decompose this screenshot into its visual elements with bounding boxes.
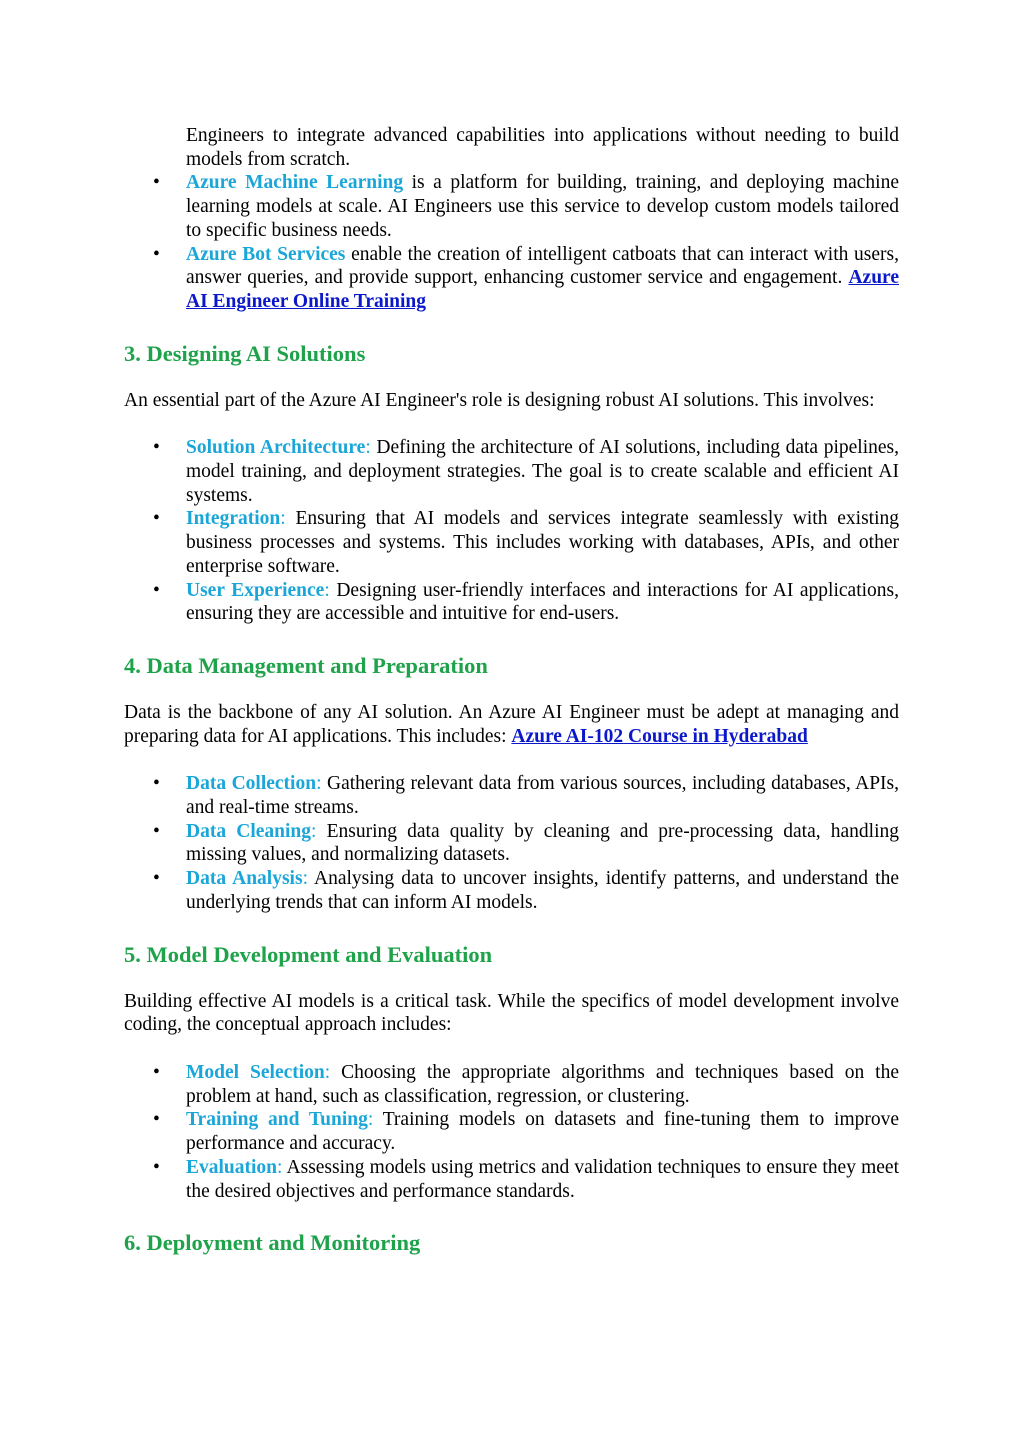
item-separator: : [365,437,371,459]
item-separator: : [324,579,330,601]
bullet-icon: • [153,172,160,194]
item-separator: : [277,1156,283,1178]
list-item [124,1156,899,1203]
list-item [124,243,899,314]
item-text: is a platform for building, training, and deploying machine learning models at scale. AI Engineers use this service to develop custom models tailored to specific business needs. [186,172,899,241]
list-item [124,820,899,867]
item-term: User Experience [186,579,325,601]
bullet-icon: • [153,1156,160,1178]
bullet-icon: • [153,820,160,842]
item-term: Azure Machine Learning [186,172,404,194]
item-term: Data Cleaning [186,820,311,842]
item-term: Integration [186,508,281,530]
section-heading: 4. Data Management and Preparation [124,652,488,678]
section-heading: 5. Model Development and Evaluation [124,941,493,967]
list-item [124,436,899,507]
intro-list [124,171,899,313]
bullet-icon: • [153,1061,160,1083]
intro-continuation: Engineers to integrate advanced capabilities into applications without needing to build models from scratch. [186,125,899,170]
item-separator: : [367,1109,374,1131]
list-item [124,171,899,242]
list-item [124,1108,899,1155]
list-item [124,1061,899,1108]
bullet-icon: • [153,773,160,795]
item-term: Evaluation [186,1156,278,1178]
item-separator: : [316,773,322,795]
bullet-icon: • [153,1109,160,1131]
list-item [124,507,899,578]
item-text: Analysing data to uncover insights, identify patterns, and understand the underlying trends that can inform AI models. [186,868,899,913]
item-text: Ensuring that AI models and services integrate seamlessly with existing business processes and systems. This includes working with databases, APIs, and other enterprise software. [186,508,899,577]
bullet-icon: • [153,437,160,459]
list-item [124,867,899,914]
item-text: Assessing models using metrics and validation techniques to ensure they meet the desired objectives and performance standards. [186,1156,899,1202]
item-text: Ensuring data quality by cleaning and pre-processing data, handling missing values, and normalizing datasets. [186,820,899,866]
section4-list [124,772,899,914]
item-text: Choosing the appropriate algorithms and techniques based on the problem at hand, such as classification, regression, or clustering. [186,1061,899,1107]
course-link[interactable]: Azure AI-102 Course in Hyderabad [511,725,808,747]
item-term: Model Selection [186,1061,325,1083]
item-text: enable the creation of intelligent catboats that can interact with users, answer queries, and provide support, enhancing customer service and engagement. [186,243,899,289]
item-term: Solution Architecture [186,437,366,459]
item-separator: : [324,1061,331,1083]
item-term: Data Analysis [186,868,303,890]
list-item [124,772,899,819]
section-paragraph [124,701,899,748]
bullet-icon: • [153,579,160,601]
item-text: Designing user-friendly interfaces and interactions for AI applications, ensuring they are accessible and intuitive for end-users. [186,579,899,625]
paragraph-text: Data is the backbone of any AI solution. An Azure AI Engineer must be adept at managing and preparing data for AI applications. This includes: [124,701,899,747]
document-page [124,124,899,1256]
section5-list [124,1061,899,1203]
section3-list [124,436,899,626]
bullet-icon: • [153,243,160,265]
item-separator: : [280,508,286,530]
item-separator: : [311,820,317,842]
section-paragraph: Building effective AI models is a critical task. While the specifics of model development involve coding, the conceptual approach includes: [124,990,899,1036]
section-paragraph: An essential part of the Azure AI Engineer's role is designing robust AI solutions. This involves: [124,389,875,411]
online-training-link[interactable]: Azure AI Engineer Online Training [186,267,899,312]
item-term: Training and Tuning [186,1109,368,1131]
section-heading: 6. Deployment and Monitoring [124,1230,421,1256]
bullet-icon: • [153,868,160,890]
list-item [124,579,899,626]
item-term: Data Collection [186,773,317,795]
item-separator: : [302,868,308,890]
item-text: Defining the architecture of AI solutions, including data pipelines, model training, and deployment strategies. The goal is to create scalable and efficient AI systems. [186,437,899,506]
item-text: Training models on datasets and fine-tuning them to improve performance and accuracy. [186,1109,900,1155]
item-term: Azure Bot Services [186,243,346,265]
section-heading: 3. Designing AI Solutions [124,340,366,366]
bullet-icon: • [153,508,160,530]
item-text: Gathering relevant data from various sources, including databases, APIs, and real-time streams. [186,773,900,819]
